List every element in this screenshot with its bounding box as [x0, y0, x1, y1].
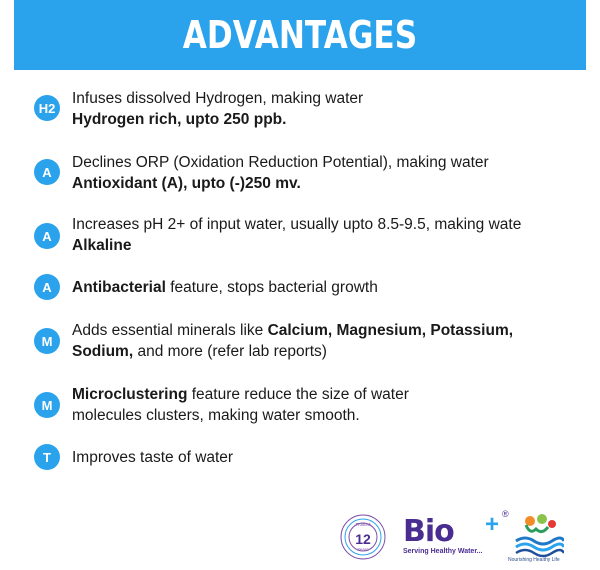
advantages-header	[14, 0, 586, 70]
badge-m: M	[34, 392, 60, 418]
bio-plus-logo	[403, 509, 509, 567]
trust-top-text: Trusted	[355, 522, 371, 527]
item-text-line1: Infuses dissolved Hydrogen, making water	[72, 90, 364, 107]
badge-a: A	[34, 223, 60, 249]
item-text-line1: Declines ORP (Oxidation Reduction Potential), making water	[72, 154, 489, 171]
family-water-icon	[512, 511, 564, 557]
bio-plus-sign: +	[485, 511, 500, 538]
item-text-pre: Adds essential minerals like	[72, 322, 268, 339]
item-text: Improves taste of water	[72, 449, 234, 466]
nourishing-healthy-life-logo	[508, 511, 564, 567]
item-text-line1: Increases pH 2+ of input water, usually upto 8.5-9.5, making wate	[72, 216, 522, 233]
item-text-rest: feature, stops bacterial growth	[165, 279, 378, 296]
flower-badge-icon	[338, 510, 388, 564]
bio-brand-text: Bio	[403, 514, 454, 549]
footer-logos	[330, 505, 600, 570]
trust-number: 12	[355, 531, 371, 547]
item-text-bold: Antioxidant (A), upto (-)250 mv.	[72, 175, 301, 192]
badge-a: A	[34, 274, 60, 300]
badge-m: M	[34, 328, 60, 354]
item-text-bold: Hydrogen rich, upto 250 ppb.	[72, 111, 287, 128]
item-text-line2: molecules clusters, making water smooth.	[72, 407, 360, 424]
item-text-bold: Antibacterial	[72, 279, 166, 296]
registered-mark: ®	[502, 509, 509, 519]
trust-bottom-text: Years	[357, 547, 369, 552]
item-text-rest: feature reduce the size of water	[187, 386, 409, 403]
item-text-rest: and more (refer lab reports)	[133, 343, 327, 360]
item-text-bold: Sodium,	[72, 343, 134, 360]
bio-tagline: Serving Healthy Water...	[403, 548, 483, 555]
item-text-bold: Alkaline	[72, 237, 132, 254]
badge-a: A	[34, 159, 60, 185]
item-text-bold: Calcium, Magnesium, Potassium,	[267, 322, 514, 339]
badge-h2: H2	[34, 95, 60, 121]
item-text-bold: Microclustering	[72, 386, 188, 403]
header-title: ADVANTAGES	[182, 13, 418, 57]
trusted-12-years-logo	[338, 510, 388, 564]
badge-t: T	[34, 444, 60, 470]
nhl-tagline: Nourishing Healthy Life	[508, 557, 560, 563]
